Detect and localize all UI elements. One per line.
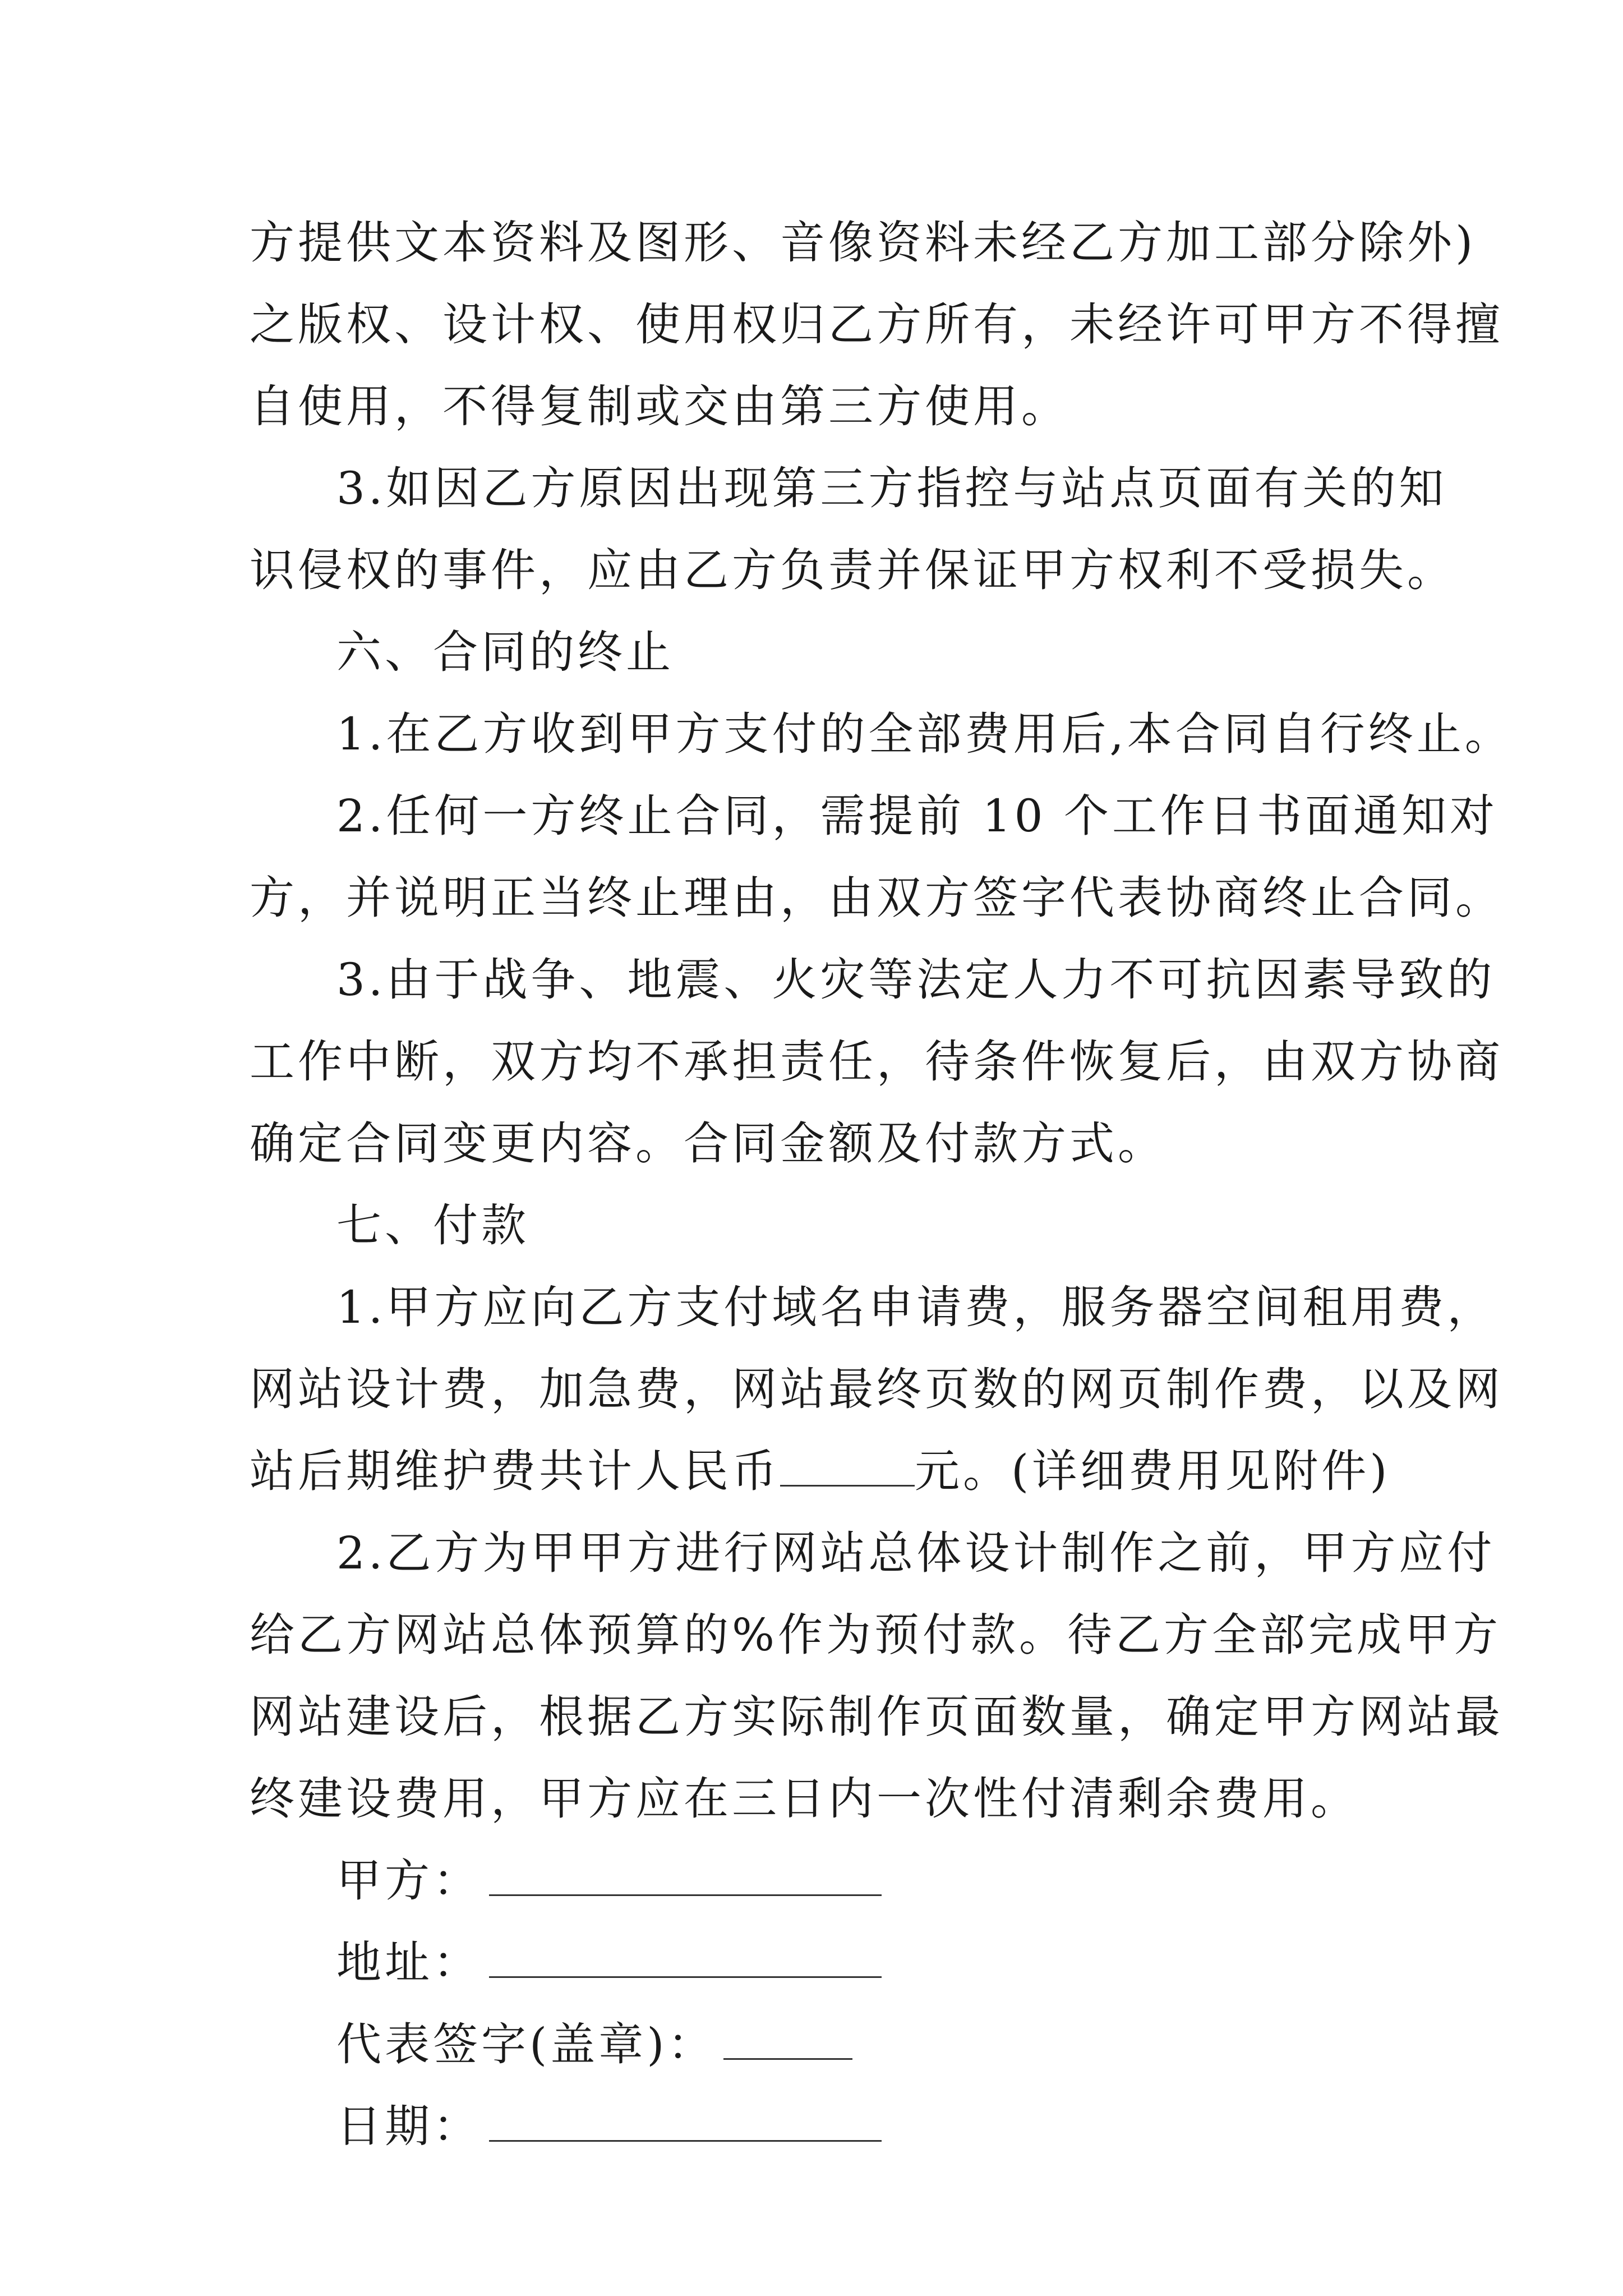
section-heading-payment: 七、付款 xyxy=(336,1199,529,1251)
date-label: 日期： xyxy=(336,2100,481,2152)
text-line: 确定合同变更内容。合同金额及付款方式。 xyxy=(250,1117,1166,1170)
signature-row-party-a xyxy=(250,1840,1405,1922)
contract-body xyxy=(250,202,1513,2168)
text-line: 3.如因乙方原因出现第三方指控与站点页面有关的知 xyxy=(336,462,1447,514)
text-line: 2.任何一方终止合同，需提前 10 个工作日书面通知对 xyxy=(336,790,1498,842)
party-a-label: 甲方： xyxy=(336,1855,481,1907)
text-line: 给乙方网站总体预算的%作为预付款。待乙方全部完成甲方 xyxy=(250,1609,1502,1661)
party-a-blank-field[interactable] xyxy=(489,1856,882,1896)
amount-blank-field[interactable] xyxy=(780,1447,915,1487)
text-line: 方提供文本资料及图形、音像资料未经乙方加工部分除外) xyxy=(250,217,1477,269)
section-heading-termination: 六、合同的终止 xyxy=(336,626,674,678)
representative-label: 代表签字(盖章)： xyxy=(336,2018,716,2070)
text-line: 终建设费用，甲方应在三日内一次性付清剩余费用。 xyxy=(250,1773,1359,1825)
text-line: 1.在乙方收到甲方支付的全部费用后,本合同自行终止。 xyxy=(336,708,1513,760)
address-blank-field[interactable] xyxy=(489,1938,882,1978)
text-line: 之版权、设计权、使用权归乙方所有，未经许可甲方不得擅 xyxy=(250,298,1504,351)
text-line: 2.乙方为甲甲方进行网站总体设计制作之前，甲方应付 xyxy=(336,1527,1496,1579)
text-line: 工作中断，双方均不承担责任，待条件恢复后，由双方协商 xyxy=(250,1036,1504,1088)
text-line: 网站建设后，根据乙方实际制作页面数量，确定甲方网站最 xyxy=(250,1691,1504,1743)
text-line-with-blank xyxy=(250,1430,1405,1512)
text-line: 3.由于战争、地震、火灾等法定人力不可抗因素导致的 xyxy=(336,954,1496,1006)
text-line: 方，并说明正当终止理由，由双方签字代表协商终止合同。 xyxy=(250,872,1504,924)
address-label: 地址： xyxy=(336,1936,481,1989)
text-line: 识侵权的事件，应由乙方负责并保证甲方权利不受损失。 xyxy=(250,544,1455,596)
signature-row-representative xyxy=(250,2004,1405,2086)
representative-blank-field[interactable] xyxy=(723,2020,852,2060)
text-line: 自使用，不得复制或交由第三方使用。 xyxy=(250,380,1069,432)
text-fragment: 站后期维护费共计人民币 xyxy=(250,1445,780,1497)
text-line: 1.甲方应向乙方支付域名申请费，服务器空间租用费， xyxy=(336,1281,1496,1333)
text-line: 网站设计费，加急费，网站最终页数的网页制作费，以及网 xyxy=(250,1363,1504,1415)
signature-row-date xyxy=(250,2086,1405,2168)
date-blank-field[interactable] xyxy=(489,2102,882,2142)
signature-row-address xyxy=(250,1922,1405,2004)
text-fragment: 元。(详细费用见附件) xyxy=(915,1445,1391,1497)
